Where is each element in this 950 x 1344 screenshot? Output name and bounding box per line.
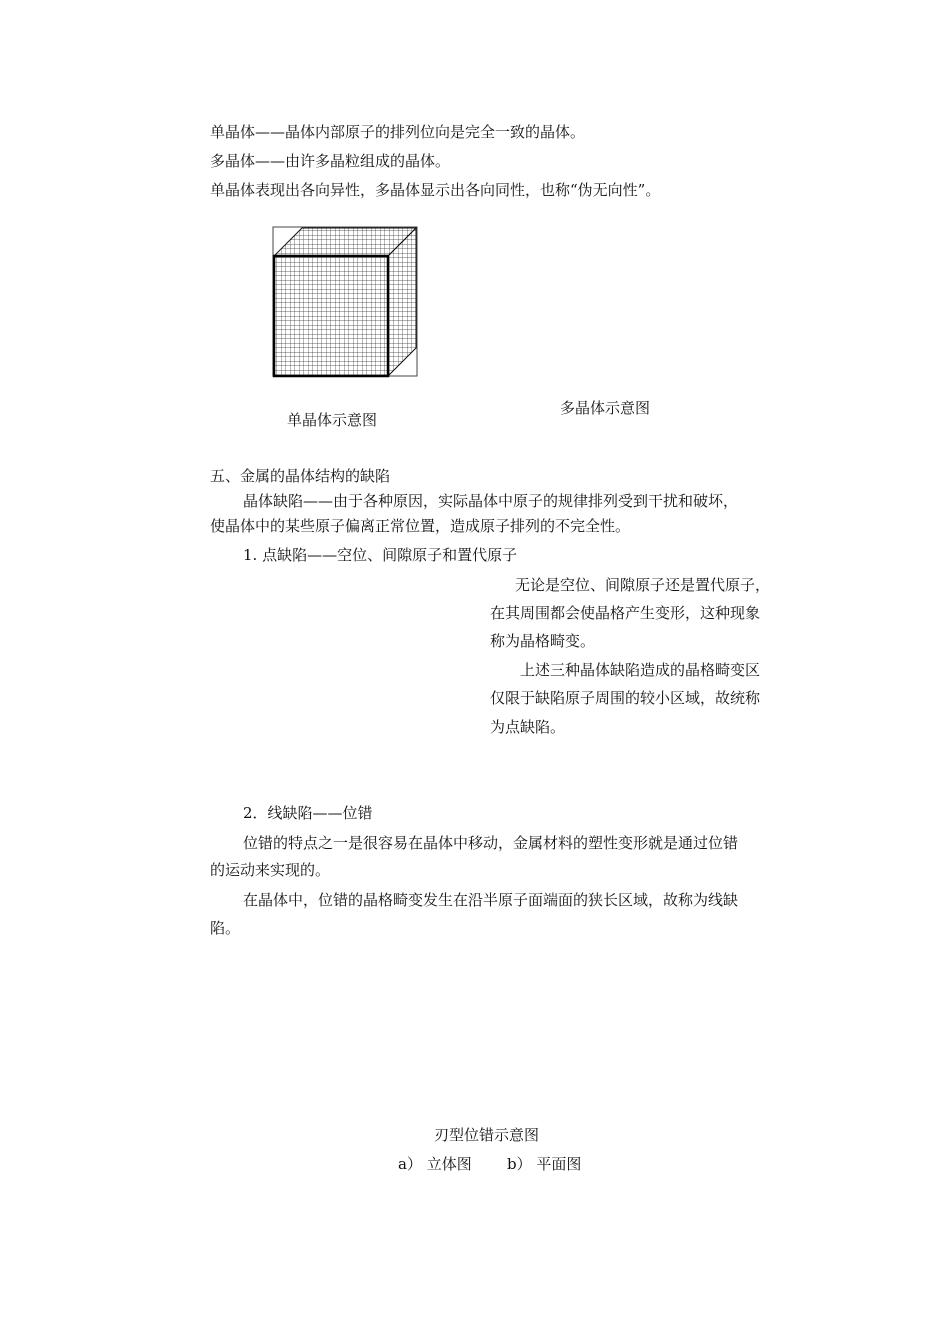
line-defect-para2-line2: 陷。 [210, 919, 241, 937]
point-defect-para2-line3: 为点缺陷。 [490, 718, 566, 736]
point-defect-para1-line2: 在其周围都会使晶格产生变形，这种现象 [490, 604, 761, 622]
polycrystal-caption: 多晶体示意图 [560, 399, 651, 417]
edge-dislocation-label-b: b） 平面图 [507, 1155, 582, 1173]
single-crystal-cube-diagram [272, 226, 420, 378]
line-defect-para1-line1: 位错的特点之一是很容易在晶体中移动，金属材料的塑性变形就是通过位错 [243, 834, 739, 852]
point-defect-para1-line3: 称为晶格畸变。 [490, 632, 596, 650]
point-defect-para2-line1: 上述三种晶体缺陷造成的晶格畸变区 [520, 661, 761, 679]
edge-dislocation-label-a: a） 立体图 [398, 1155, 472, 1173]
intro-line-single-crystal: 单晶体——晶体内部原子的排列位向是完全一致的晶体。 [210, 123, 586, 141]
defect-definition-line-2: 使晶体中的某些原子偏离正常位置，造成原子排列的不完全性。 [210, 517, 631, 535]
edge-dislocation-caption: 刃型位错示意图 [434, 1126, 540, 1144]
defect-definition-line-1: 晶体缺陷——由于各种原因，实际晶体中原子的规律排列受到干扰和破坏， [243, 492, 739, 510]
intro-line-anisotropy: 单晶体表现出各向异性，多晶体显示出各向同性，也称“伪无向性”。 [210, 181, 661, 199]
point-defect-heading: 1. 点缺陷——空位、间隙原子和置代原子 [243, 546, 518, 564]
line-defect-para2-line1: 在晶体中，位错的晶格畸变发生在沿半原子面端面的狭长区域，故称为线缺 [243, 891, 739, 909]
line-defect-heading: 2．线缺陷——位错 [243, 804, 373, 822]
point-defect-para2-line2: 仅限于缺陷原子周围的较小区域，故统称 [490, 689, 761, 707]
line-defect-para1-line2: 的运动来实现的。 [210, 861, 331, 879]
intro-line-polycrystal: 多晶体——由许多晶粒组成的晶体。 [210, 152, 451, 170]
single-crystal-caption: 单晶体示意图 [287, 411, 378, 429]
point-defect-para1-line1: 无论是空位、间隙原子还是置代原子， [515, 576, 771, 594]
section-5-heading: 五、金属的晶体结构的缺陷 [210, 467, 391, 485]
